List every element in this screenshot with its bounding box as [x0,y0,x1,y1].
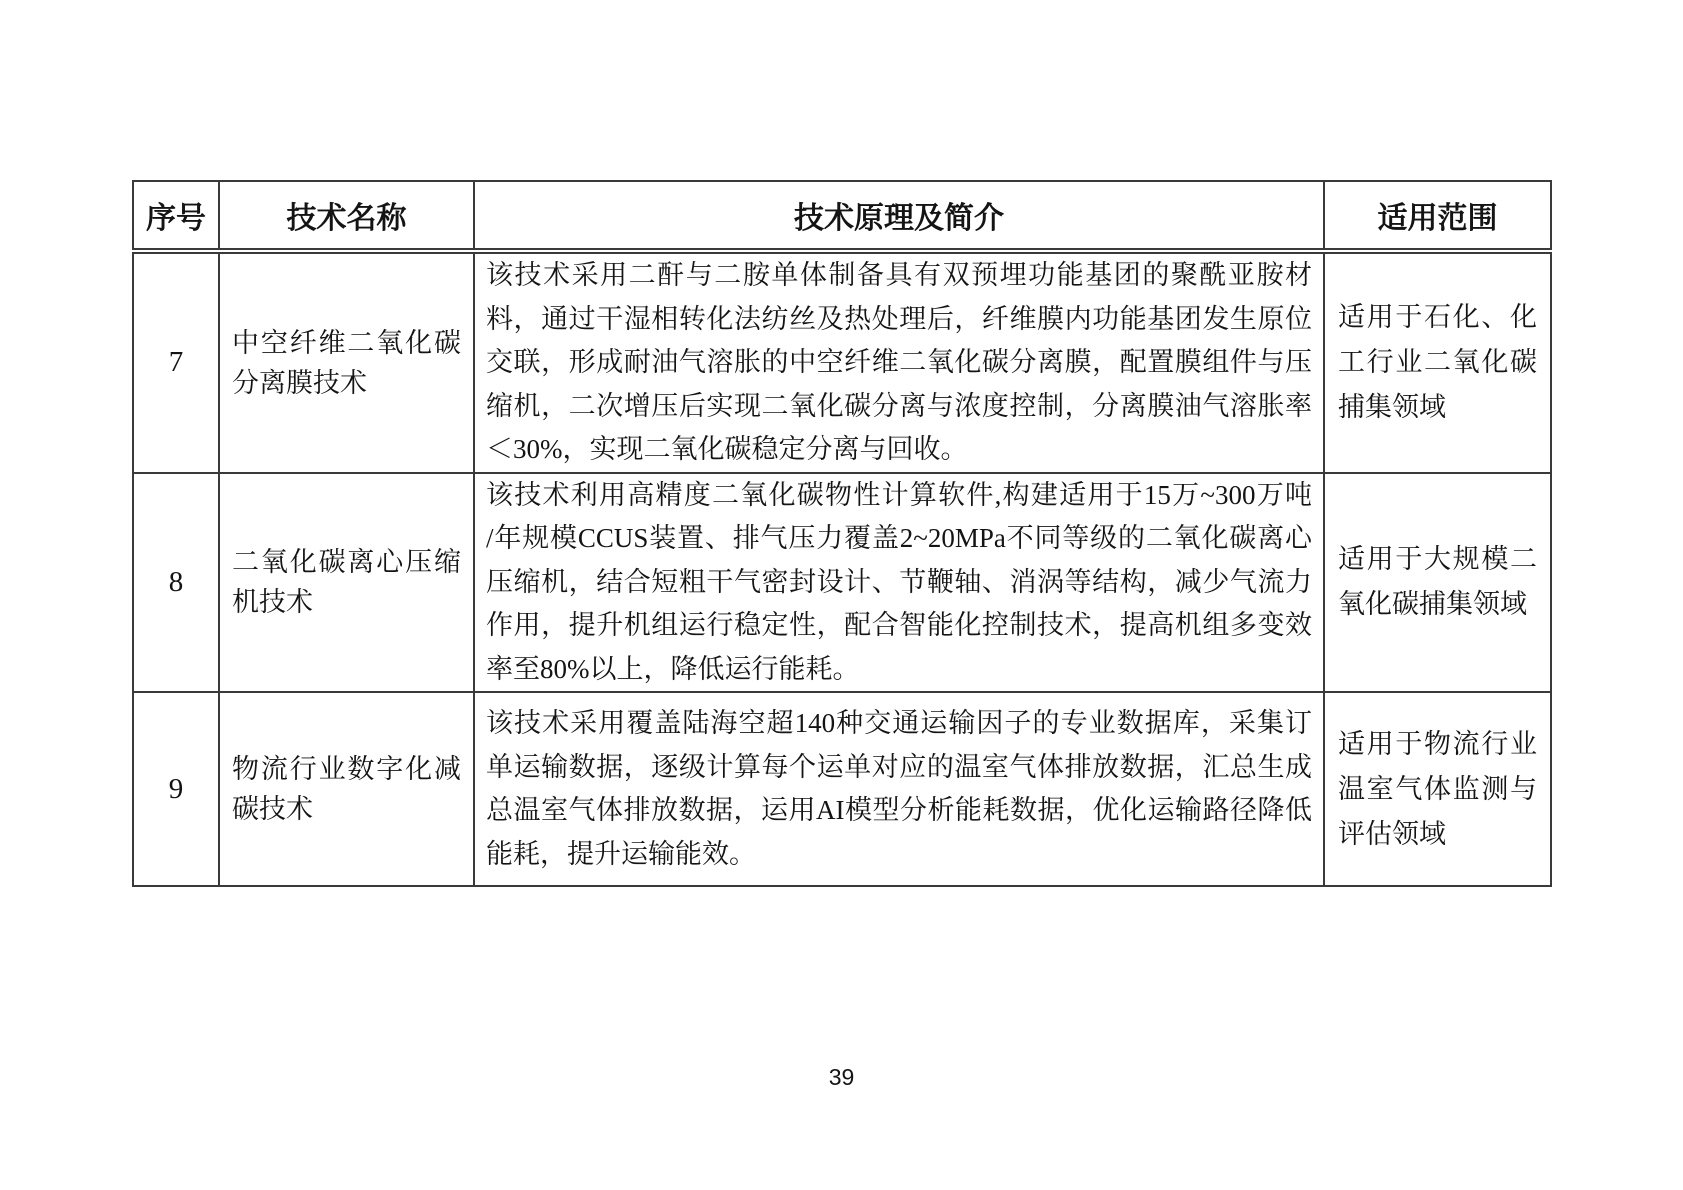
principle-intro-cell [474,251,1324,473]
technology-name-cell [219,251,474,473]
text-line: 碳技术 [232,794,313,824]
text-line: 作用，提升机组运行稳定性，配合智能化控制技术，提高机组多变效 [486,610,1312,640]
text-line: 氧化碳捕集领域 [1338,589,1527,620]
header-technology-name: 技术名称 [219,181,474,251]
header-principle-intro: 技术原理及简介 [474,181,1324,251]
text-line: 该技术采用二酐与二胺单体制备具有双预埋功能基团的聚酰亚胺材 [486,260,1312,290]
header-applicable-scope: 适用范围 [1324,181,1551,251]
applicable-scope-cell-text [1325,295,1550,430]
applicable-scope-cell [1324,692,1551,886]
text-line: 适用于石化、化 [1338,302,1537,333]
technology-name-cell-text [220,323,473,403]
table-header-row [133,181,1551,251]
text-line: 该技术利用高精度二氧化碳物性计算软件,构建适用于15万~300万吨 [486,479,1312,510]
applicable-scope-cell-text [1325,537,1550,627]
serial-number-cell: 7 [133,251,219,473]
text-line: ＜30%，实现二氧化碳稳定分离与回收。 [486,434,968,464]
applicable-scope-cell [1324,473,1551,693]
text-line: 评估领域 [1338,818,1446,849]
principle-intro-cell-text [475,474,1323,692]
text-line: 压缩机，结合短粗干气密封设计、节鞭轴、消涡等结构，减少气流力 [486,566,1312,597]
principle-intro-cell-text [475,254,1323,472]
applicable-scope-cell-text [1325,722,1550,857]
applicable-scope-cell [1324,251,1551,473]
text-line: /年规模CCUS装置、排气压力覆盖2~20MPa不同等级的二氧化碳离心 [486,523,1312,553]
table-row [133,251,1551,473]
table-row [133,692,1551,886]
principle-intro-cell [474,473,1324,693]
text-line: 单运输数据，逐级计算每个运单对应的温室气体排放数据，汇总生成 [486,751,1312,782]
header-serial-number: 序号 [133,181,219,251]
text-line: 机技术 [232,587,313,618]
text-line: 适用于大规模二 [1338,544,1537,575]
table-body [133,251,1551,886]
text-line: 中空纤维二氧化碳 [232,327,461,358]
technology-name-cell-text [220,749,473,829]
text-line: 适用于物流行业 [1338,728,1537,759]
principle-intro-cell-text [475,702,1323,876]
text-line: 温室气体监测与 [1338,773,1537,804]
technology-table [132,180,1552,887]
serial-number-cell: 9 [133,692,219,886]
page-number: 39 [828,1064,855,1090]
text-line: 缩机，二次增压后实现二氧化碳分离与浓度控制，分离膜油气溶胀率 [486,390,1312,421]
table-row [133,473,1551,693]
technology-name-cell-text [220,542,473,622]
text-line: 率至80%以上，降低运行能耗。 [486,653,860,684]
text-line: 分离膜技术 [232,367,367,398]
technology-name-cell [219,692,474,886]
text-line: 二氧化碳离心压缩 [232,547,461,578]
serial-number-cell: 8 [133,473,219,693]
text-line: 捕集领域 [1338,392,1446,423]
text-line: 能耗，提升运输能效。 [486,838,756,869]
technology-name-cell [219,473,474,693]
text-line: 料，通过干湿相转化法纺丝及热处理后，纤维膜内功能基团发生原位 [486,303,1312,334]
text-line: 总温室气体排放数据，运用AI模型分析能耗数据，优化运输路径降低 [486,795,1312,825]
principle-intro-cell [474,692,1324,886]
text-line: 物流行业数字化减 [232,754,461,784]
text-line: 该技术采用覆盖陆海空超140种交通运输因子的专业数据库，采集订 [486,708,1312,738]
text-line: 交联，形成耐油气溶胀的中空纤维二氧化碳分离膜，配置膜组件与压 [486,347,1312,377]
text-line: 工行业二氧化碳 [1338,347,1537,378]
